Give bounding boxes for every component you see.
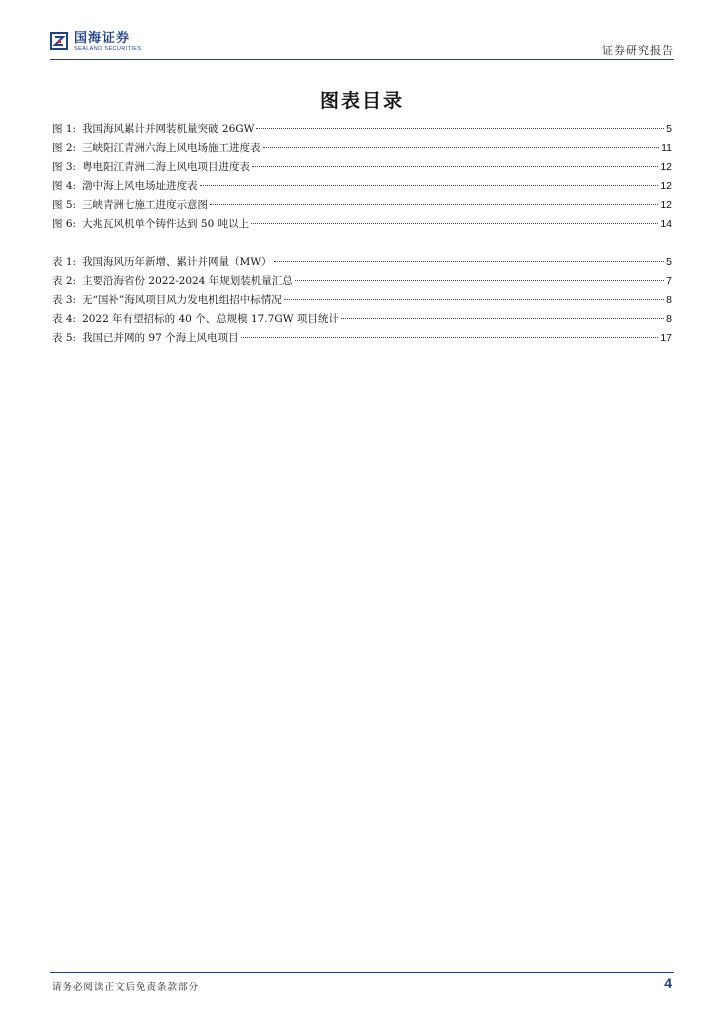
table-entry[interactable] [52, 311, 672, 330]
toc-entry-page: 8 [666, 313, 672, 325]
disclaimer-note: 请务必阅读正文后免责条款部分 [52, 982, 200, 993]
report-type-label: 证券研究报告 [602, 44, 674, 57]
dot-leader [200, 185, 659, 186]
figure-list [52, 121, 672, 235]
page-title: 图表目录 [319, 90, 404, 112]
page-number: 4 [664, 975, 672, 991]
toc-entry-title: 渤中海上风电场址进度表 [82, 180, 198, 192]
toc-entry-number: 图 2: [52, 142, 77, 154]
header-divider [50, 59, 674, 60]
dot-leader [284, 299, 664, 300]
table-entry[interactable] [52, 273, 672, 292]
dot-leader [251, 223, 658, 224]
sealand-logo-icon [50, 32, 68, 50]
toc-entry-title: 粤电阳江青洲二海上风电项目进度表 [82, 161, 251, 173]
table-list [52, 254, 672, 349]
toc-entry-page: 14 [660, 218, 672, 230]
footer-divider [50, 972, 674, 973]
toc-entry-number: 表 4: [52, 313, 77, 325]
table-entry[interactable] [52, 292, 672, 311]
toc-entry-page: 12 [660, 180, 672, 192]
toc-entry-number: 图 4: [52, 180, 77, 192]
toc-entry-page: 12 [660, 161, 672, 173]
toc-entry-title: 无“国补”海风项目风力发电机组招中标情况 [82, 294, 282, 306]
table-entry[interactable] [52, 330, 672, 349]
toc-entry-number: 图 3: [52, 161, 77, 173]
toc-entry-page: 7 [666, 275, 672, 287]
dot-leader [263, 147, 660, 148]
toc-entry-number: 表 5: [52, 332, 77, 344]
toc-entry-title: 我国海风累计并网装机量突破 26GW [82, 123, 255, 135]
dot-leader [295, 280, 664, 281]
dot-leader [210, 204, 658, 205]
toc-entry-page: 5 [666, 123, 672, 135]
toc-entry-number: 表 1: [52, 256, 77, 268]
toc-entry-number: 表 2: [52, 275, 77, 287]
figure-entry[interactable] [52, 140, 672, 159]
logo-chinese-name: 国海证券 [74, 31, 131, 46]
toc-entry-page: 11 [661, 142, 672, 154]
page-header [50, 30, 674, 60]
figure-entry[interactable] [52, 121, 672, 140]
toc-entry-page: 17 [660, 332, 672, 344]
dot-leader [274, 261, 665, 262]
toc-entry-number: 图 6: [52, 218, 77, 230]
dot-leader [341, 318, 664, 319]
dot-leader [252, 166, 658, 167]
toc-entry-page: 8 [666, 294, 672, 306]
dot-leader [241, 337, 659, 338]
toc-entry-number: 图 1: [52, 123, 77, 135]
toc-entry-page: 12 [660, 199, 672, 211]
toc-entry-page: 5 [666, 256, 672, 268]
toc-entry-number: 图 5: [52, 199, 77, 211]
toc-entry-title: 大兆瓦风机单个铸件达到 50 吨以上 [82, 218, 250, 230]
toc-entry-title: 主要沿海省份 2022-2024 年规划装机量汇总 [82, 275, 293, 287]
toc-entry-title: 三峡阳江青洲六海上风电场施工进度表 [82, 142, 261, 154]
dot-leader [256, 128, 664, 129]
table-entry[interactable] [52, 254, 672, 273]
toc-entry-title: 三峡青洲七施工进度示意图 [82, 199, 209, 211]
company-logo [50, 32, 141, 53]
toc-entry-number: 表 3: [52, 294, 77, 306]
logo-english-name: SEALAND SECURITIES [74, 46, 142, 52]
figure-entry[interactable] [52, 197, 672, 216]
figure-entry[interactable] [52, 216, 672, 235]
toc-entry-title: 我国已并网的 97 个海上风电项目 [82, 332, 239, 344]
toc-entry-title: 我国海风历年新增、累计并网量（MW） [82, 256, 272, 268]
toc-entry-title: 2022 年有望招标的 40 个、总规模 17.7GW 项目统计 [82, 313, 339, 325]
figure-entry[interactable] [52, 159, 672, 178]
figure-entry[interactable] [52, 178, 672, 197]
